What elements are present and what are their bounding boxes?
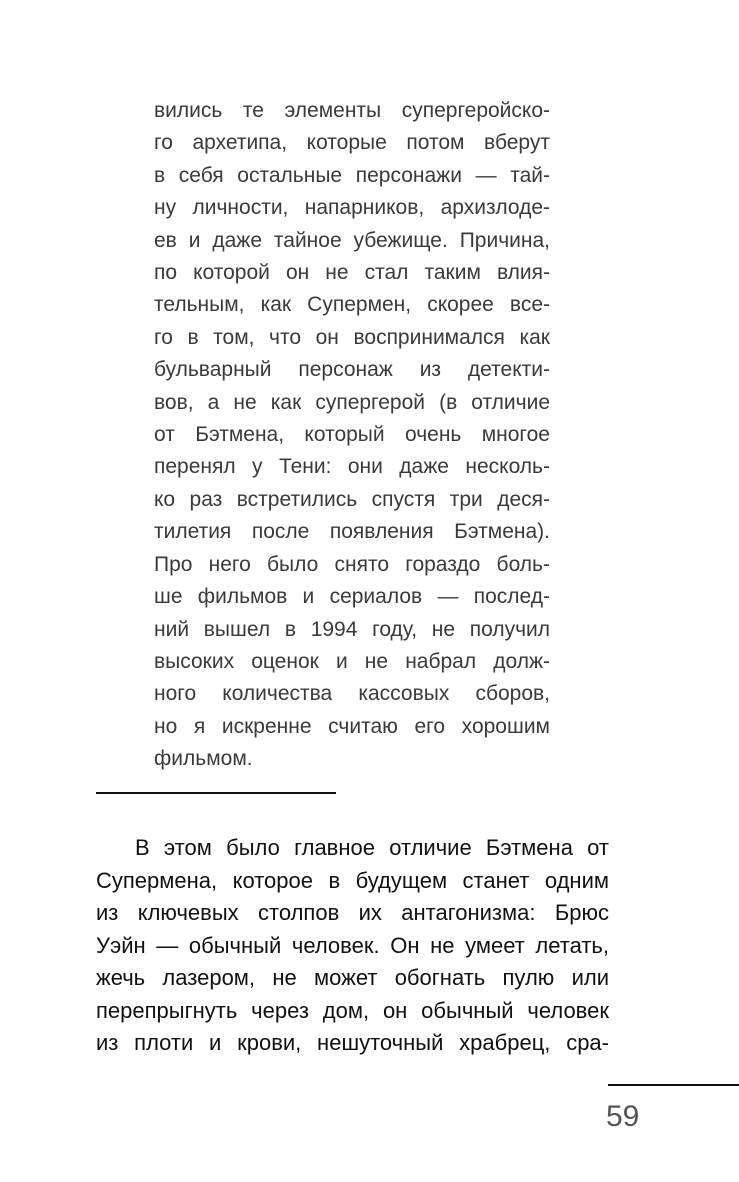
- sidebar-line: го в том, что он воспринимался как: [154, 325, 550, 349]
- body-paragraph: [96, 832, 609, 1060]
- sidebar-line: бульварный персонаж из детекти-: [154, 358, 550, 382]
- sidebar-line: в себя остальные персонажи — тай-: [154, 163, 550, 187]
- sidebar-line: ного количества кассовых сборов,: [154, 682, 550, 706]
- section-divider: [96, 792, 336, 794]
- body-line: из плоти и крови, нешуточный храбрец, сра-: [96, 1030, 609, 1055]
- sidebar-line: ев и даже тайное убежище. Причина,: [154, 228, 550, 252]
- body-line: из ключевых столпов их антагонизма: Брюс: [96, 900, 609, 925]
- sidebar-note: [154, 95, 550, 776]
- sidebar-line: ше фильмов и сериалов — послед-: [154, 585, 550, 609]
- sidebar-line: тельным, как Супермен, скорее все-: [154, 293, 550, 317]
- sidebar-line: высоких оценок и не набрал долж-: [154, 649, 550, 673]
- body-line: жечь лазером, не может обогнать пулю или: [96, 965, 609, 990]
- sidebar-line: но я искренне считаю его хорошим: [154, 714, 550, 738]
- sidebar-line: вились те элементы супергеройско-: [154, 99, 550, 122]
- sidebar-line: Про него было снято гораздо боль-: [154, 552, 550, 576]
- sidebar-line: фильмом.: [154, 747, 253, 771]
- sidebar-line: вов, а не как супергерой (в отличие: [154, 390, 550, 414]
- sidebar-line: ну личности, напарников, архизлоде-: [154, 196, 550, 220]
- body-line: перепрыгнуть через дом, он обычный человек: [96, 997, 609, 1023]
- sidebar-line: перенял у Тени: они даже несколь-: [154, 455, 550, 479]
- sidebar-line: по которой он не стал таким влия-: [154, 261, 550, 285]
- page-number-rule: [608, 1084, 739, 1086]
- body-line: В этом было главное отличие Бэтмена от: [135, 835, 609, 860]
- sidebar-line: ко раз встретились спустя три деся-: [154, 487, 550, 511]
- page-number: 59: [606, 1100, 640, 1133]
- sidebar-line: от Бэтмена, который очень многое: [154, 423, 550, 447]
- sidebar-line: го архетипа, которые потом вберут: [154, 131, 550, 155]
- body-line: Супермена, которое в будущем станет одним: [96, 867, 609, 893]
- sidebar-line: ний вышел в 1994 году, не получил: [154, 617, 550, 641]
- sidebar-line: тилетия после появления Бэтмена).: [154, 520, 550, 544]
- body-line: Уэйн — обычный человек. Он не умеет летать,: [96, 932, 609, 958]
